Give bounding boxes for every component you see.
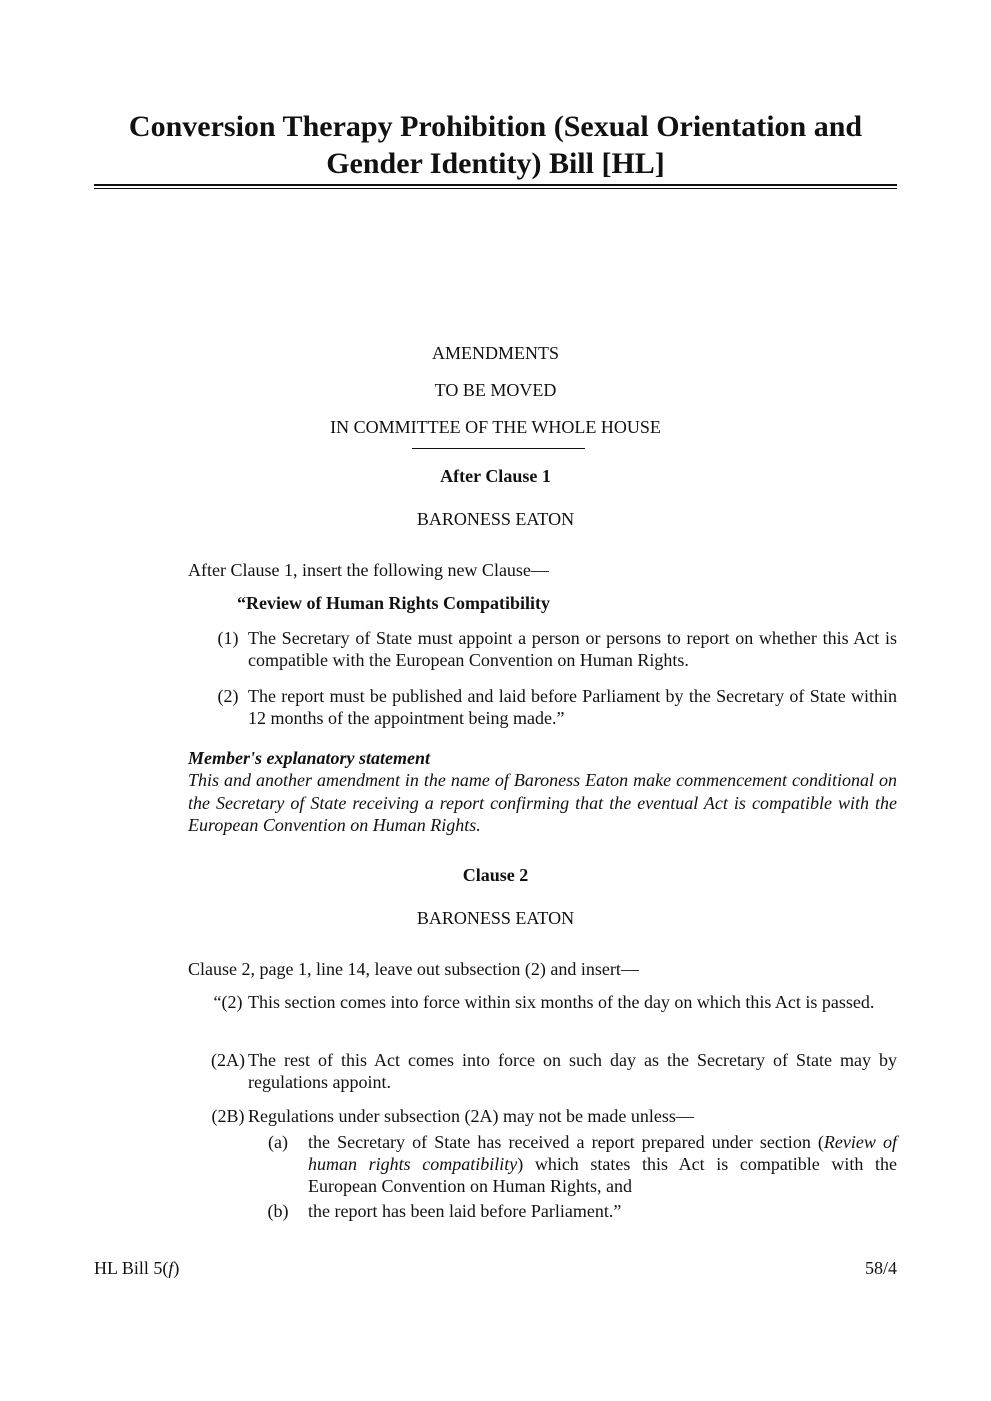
clause-item (188, 685, 897, 729)
clause-item-number: (1) (217, 628, 239, 648)
title-rule-thin (94, 188, 897, 189)
section-reference: Review of human rights compatibility (308, 1132, 897, 1174)
clause-item (188, 627, 897, 671)
section1-member: BARONESS EATON (416, 509, 575, 529)
subsection-item (188, 1105, 897, 1127)
section1-heading: After Clause 1 (440, 466, 551, 486)
subsection-item (188, 1049, 897, 1093)
new-clause-title: “Review of Human Rights Compatibility (237, 593, 551, 613)
section-divider (412, 448, 585, 449)
paragraph-text: the Secretary of State has received a report prepared under section (Review of human rights compatibility) which states this Act is compatible with the European Convention on Human Rights, and (308, 1132, 898, 1196)
paragraph-text: the report has been laid before Parliament.” (308, 1201, 622, 1221)
to-be-moved-heading: TO BE MOVED (434, 380, 557, 400)
committee-heading: IN COMMITTEE OF THE WHOLE HOUSE (330, 417, 661, 437)
amendments-heading: AMENDMENTS (431, 343, 559, 363)
title-rule-thick (94, 184, 897, 186)
explanatory-statement-text: This and another amendment in the name of Baroness Eaton make commencement conditional on the Secretary of State receiving a report confirming that the eventual Act is compatible with the European Convention on Human Rights. (188, 770, 897, 835)
paragraph-item (248, 1200, 897, 1222)
section2-instruction: Clause 2, page 1, line 14, leave out subsection (2) and insert— (188, 959, 639, 979)
explanatory-statement-heading: Member's explanatory statement (188, 748, 430, 768)
bill-title: Conversion Therapy Prohibition (Sexual Orientation and Gender Identity) Bill [HL] (128, 110, 863, 180)
subsection-text: The rest of this Act comes into force on such day as the Secretary of State may by regulations appoint. (248, 1050, 897, 1092)
section1-instruction: After Clause 1, insert the following new Clause— (188, 560, 549, 580)
subsection-number: (2B) (211, 1106, 245, 1126)
paragraph-number: (a) (268, 1132, 288, 1152)
clause-item-text: The report must be published and laid before Parliament by the Secretary of State within 12 months of the appointment being made.” (248, 686, 897, 728)
subsection-item (188, 991, 897, 1013)
subsection-text: Regulations under subsection (2A) may not be made unless— (248, 1106, 694, 1126)
bill-number: HL Bill 5(f) (94, 1258, 180, 1278)
paragraph-item (248, 1131, 897, 1197)
subsection-number: (2A) (211, 1050, 245, 1070)
clause-item-text: The Secretary of State must appoint a person or persons to report on whether this Act is compatible with the European Convention on Human Rights. (248, 628, 897, 670)
subsection-text: This section comes into force within six months of the day on which this Act is passed. (248, 992, 875, 1012)
paragraph-number: (b) (267, 1201, 289, 1221)
section2-heading: Clause 2 (462, 865, 529, 885)
section2-member: BARONESS EATON (416, 908, 575, 928)
subsection-number: “(2) (213, 992, 243, 1012)
clause-item-number: (2) (217, 686, 239, 706)
page-reference: 58/4 (864, 1258, 897, 1278)
